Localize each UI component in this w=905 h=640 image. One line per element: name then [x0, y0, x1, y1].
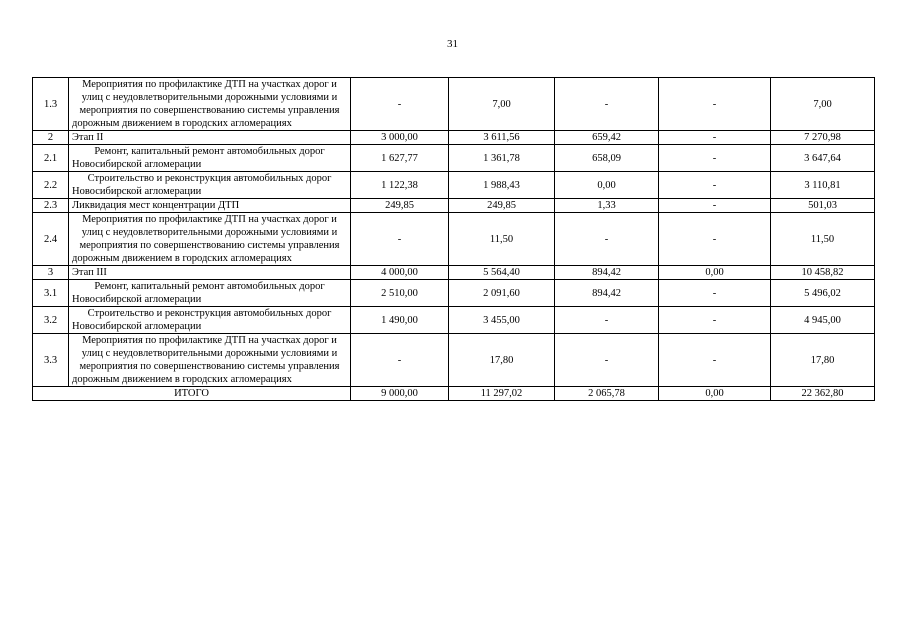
cell-value: 249,85 [449, 199, 555, 213]
cell-value: 0,00 [659, 266, 771, 280]
cell-value: 3 110,81 [771, 172, 875, 199]
cell-value: - [555, 213, 659, 266]
page-number: 31 [447, 38, 458, 50]
row-name: Этап II [69, 131, 351, 145]
total-value: 9 000,00 [351, 387, 449, 401]
cell-value: 3 611,56 [449, 131, 555, 145]
row-name: Этап III [69, 266, 351, 280]
cell-value: 894,42 [555, 266, 659, 280]
row-number: 3.2 [33, 307, 69, 334]
table-row [33, 334, 875, 387]
budget-table [32, 77, 875, 401]
cell-value: - [555, 307, 659, 334]
row-number: 3 [33, 266, 69, 280]
cell-value: 1,33 [555, 199, 659, 213]
row-number: 3.3 [33, 334, 69, 387]
cell-value: - [659, 145, 771, 172]
cell-value: - [659, 307, 771, 334]
cell-value: 2 510,00 [351, 280, 449, 307]
cell-value: 1 122,38 [351, 172, 449, 199]
cell-value: 658,09 [555, 145, 659, 172]
cell-value: 17,80 [771, 334, 875, 387]
cell-value: 2 091,60 [449, 280, 555, 307]
table-row [33, 266, 875, 280]
cell-value: 1 490,00 [351, 307, 449, 334]
cell-value: 17,80 [449, 334, 555, 387]
table-row [33, 131, 875, 145]
cell-value: 1 988,43 [449, 172, 555, 199]
row-number: 2.2 [33, 172, 69, 199]
row-number: 2 [33, 131, 69, 145]
cell-value: - [351, 78, 449, 131]
cell-value: 10 458,82 [771, 266, 875, 280]
cell-value: 5 496,02 [771, 280, 875, 307]
table-row [33, 280, 875, 307]
total-label: ИТОГО [33, 387, 351, 401]
cell-value: 3 647,64 [771, 145, 875, 172]
total-value: 22 362,80 [771, 387, 875, 401]
cell-value: - [659, 78, 771, 131]
row-number: 2.4 [33, 213, 69, 266]
table-row [33, 213, 875, 266]
cell-value: 3 455,00 [449, 307, 555, 334]
table-row [33, 172, 875, 199]
cell-value: - [555, 78, 659, 131]
cell-value: 894,42 [555, 280, 659, 307]
total-value: 2 065,78 [555, 387, 659, 401]
row-name: Мероприятия по профилактике ДТП на участках дорог и улиц с неудовлетворительными дорожными условиями и мероприятия по совершенствованию системы управления дорожным движением в городских агломерациях [69, 78, 351, 131]
cell-value: 1 627,77 [351, 145, 449, 172]
cell-value: 0,00 [555, 172, 659, 199]
cell-value: 5 564,40 [449, 266, 555, 280]
cell-value: - [351, 213, 449, 266]
cell-value: 11,50 [771, 213, 875, 266]
cell-value: 501,03 [771, 199, 875, 213]
total-value: 11 297,02 [449, 387, 555, 401]
cell-value: 7,00 [449, 78, 555, 131]
cell-value: 249,85 [351, 199, 449, 213]
cell-value: - [659, 334, 771, 387]
cell-value: - [555, 334, 659, 387]
cell-value: 4 000,00 [351, 266, 449, 280]
table-row [33, 78, 875, 131]
cell-value: 1 361,78 [449, 145, 555, 172]
cell-value: - [659, 280, 771, 307]
table-row [33, 199, 875, 213]
row-name: Мероприятия по профилактике ДТП на участках дорог и улиц с неудовлетворительными дорожными условиями и мероприятия по совершенствованию системы управления дорожным движением в городских агломерациях [69, 334, 351, 387]
table-row [33, 307, 875, 334]
row-number: 2.3 [33, 199, 69, 213]
row-name: Ликвидация мест концентрации ДТП [69, 199, 351, 213]
row-name: Ремонт, капитальный ремонт автомобильных дорог Новосибирской агломерации [69, 280, 351, 307]
cell-value: 7,00 [771, 78, 875, 131]
cell-value: - [659, 131, 771, 145]
row-name: Строительство и реконструкция автомобильных дорог Новосибирской агломерации [69, 307, 351, 334]
cell-value: - [659, 172, 771, 199]
cell-value: 11,50 [449, 213, 555, 266]
row-number: 3.1 [33, 280, 69, 307]
cell-value: 3 000,00 [351, 131, 449, 145]
table-row [33, 145, 875, 172]
cell-value: 4 945,00 [771, 307, 875, 334]
row-name: Строительство и реконструкция автомобильных дорог Новосибирской агломерации [69, 172, 351, 199]
row-number: 2.1 [33, 145, 69, 172]
cell-value: 659,42 [555, 131, 659, 145]
cell-value: - [659, 213, 771, 266]
total-row [33, 387, 875, 401]
row-name: Мероприятия по профилактике ДТП на участках дорог и улиц с неудовлетворительными дорожными условиями и мероприятия по совершенствованию системы управления дорожным движением в городских агломерациях [69, 213, 351, 266]
cell-value: - [351, 334, 449, 387]
total-value: 0,00 [659, 387, 771, 401]
cell-value: 7 270,98 [771, 131, 875, 145]
row-name: Ремонт, капитальный ремонт автомобильных дорог Новосибирской агломерации [69, 145, 351, 172]
cell-value: - [659, 199, 771, 213]
row-number: 1.3 [33, 78, 69, 131]
